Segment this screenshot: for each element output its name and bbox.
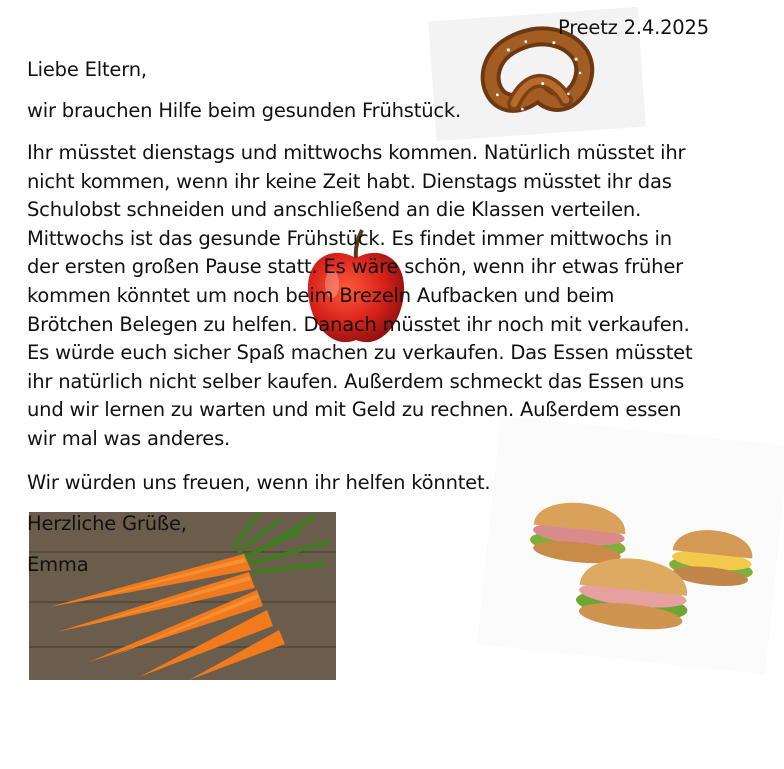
body-line: Mittwochs ist das gesunde Frühstück. Es findet immer mittwochs in	[27, 226, 672, 250]
body-line: ihr natürlich nicht selber kaufen. Außerdem schmeckt das Essen uns	[27, 369, 685, 393]
letter-date: Preetz 2.4.2025	[558, 16, 709, 39]
body-line: und wir lernen zu warten und mit Geld zu rechnen. Außerdem essen	[27, 398, 682, 422]
body-line: wir mal was anderes.	[27, 426, 231, 450]
body-line: der ersten großen Pause statt. Es wäre schön, wenn ihr etwas früher	[27, 255, 683, 279]
body-line: nicht kommen, wenn ihr keine Zeit habt. Dienstags müsstet ihr das	[27, 169, 672, 193]
letter-body	[27, 139, 727, 454]
letter-greeting: Liebe Eltern,	[27, 58, 147, 81]
letter-intro: wir brauchen Hilfe beim gesunden Frühstück.	[27, 99, 461, 122]
letter-closing: Herzliche Grüße,	[27, 512, 187, 535]
body-line: Schulobst schneiden und anschließend an die Klassen verteilen.	[27, 198, 642, 222]
sandwich-photo	[477, 415, 784, 674]
letter-thanks: Wir würden uns freuen, wenn ihr helfen könntet.	[27, 471, 491, 494]
letter-signature: Emma	[27, 553, 89, 576]
body-line: Ihr müsstet dienstags und mittwochs kommen. Natürlich müsstet ihr	[27, 141, 686, 164]
body-line: Brötchen Belegen zu helfen. Danach müsstet ihr noch mit verkaufen.	[27, 312, 690, 336]
body-line: kommen könntet um noch beim Brezeln Aufbacken und beim	[27, 283, 615, 307]
body-line: Es würde euch sicher Spaß machen zu verkaufen. Das Essen müsstet	[27, 341, 693, 365]
